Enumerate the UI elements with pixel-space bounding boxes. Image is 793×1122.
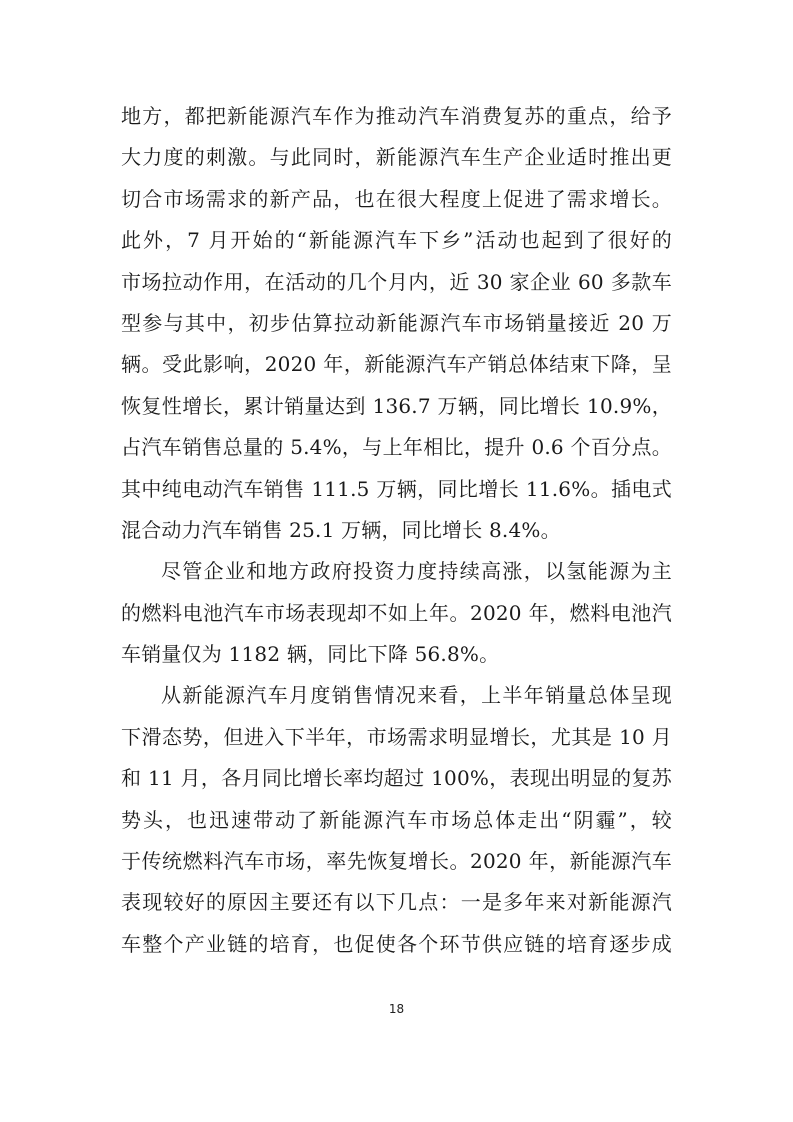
- text-line: 混合动力汽车销售 25.1 万辆，同比增长 8.4%。: [121, 517, 561, 542]
- text-line: 市场拉动作用，在活动的几个月内，近 30 家企业 60 多款车: [121, 269, 672, 294]
- text-line: 于传统燃料汽车市场，率先恢复增长。2020 年，新能源汽车: [121, 849, 672, 874]
- text-line: 型参与其中，初步估算拉动新能源汽车市场销量接近 20 万: [121, 310, 672, 335]
- page-number: 18: [388, 1002, 405, 1016]
- text-line: 其中纯电动汽车销售 111.5 万辆，同比增长 11.6%。插电式: [121, 476, 672, 501]
- text-line: 切合市场需求的新产品，也在很大程度上促进了需求增长。: [121, 186, 672, 211]
- paragraph-3: [121, 675, 672, 965]
- text-line: 大力度的刺激。与此同时，新能源汽车生产企业适时推出更: [121, 145, 672, 170]
- text-line: 和 11 月，各月同比增长率均超过 100%，表现出明显的复苏: [121, 766, 672, 791]
- paragraph-1: [121, 96, 672, 551]
- text-line: 占汽车销售总量的 5.4%，与上年相比，提升 0.6 个百分点。: [121, 435, 672, 460]
- text-line: 从新能源汽车月度销售情况来看，上半年销量总体呈现: [161, 683, 672, 708]
- text-line: 恢复性增长，累计销量达到 136.7 万辆，同比增长 10.9%，: [121, 393, 672, 418]
- text-line: 下滑态势，但进入下半年，市场需求明显增长，尤其是 10 月: [121, 724, 672, 749]
- text-line: 的燃料电池汽车市场表现却不如上年。2020 年，燃料电池汽: [121, 600, 672, 625]
- body-text: [121, 96, 672, 965]
- text-line: 地方，都把新能源汽车作为推动汽车消费复苏的重点，给予: [121, 104, 672, 128]
- text-line: 此外，7 月开始的“新能源汽车下乡”活动也起到了很好的: [121, 228, 672, 253]
- text-line: 尽管企业和地方政府投资力度持续高涨，以氢能源为主: [161, 559, 672, 584]
- text-line: 车销量仅为 1182 辆，同比下降 56.8%。: [121, 642, 500, 667]
- text-line: 辆。受此影响，2020 年，新能源汽车产销总体结束下降，呈: [121, 352, 672, 377]
- text-line: 车整个产业链的培育，也促使各个环节供应链的培育逐步成: [121, 931, 672, 956]
- paragraph-2: [121, 551, 672, 675]
- text-line: 表现较好的原因主要还有以下几点：一是多年来对新能源汽: [121, 890, 672, 915]
- text-line: 势头，也迅速带动了新能源汽车市场总体走出“阴霾”，较: [121, 807, 672, 832]
